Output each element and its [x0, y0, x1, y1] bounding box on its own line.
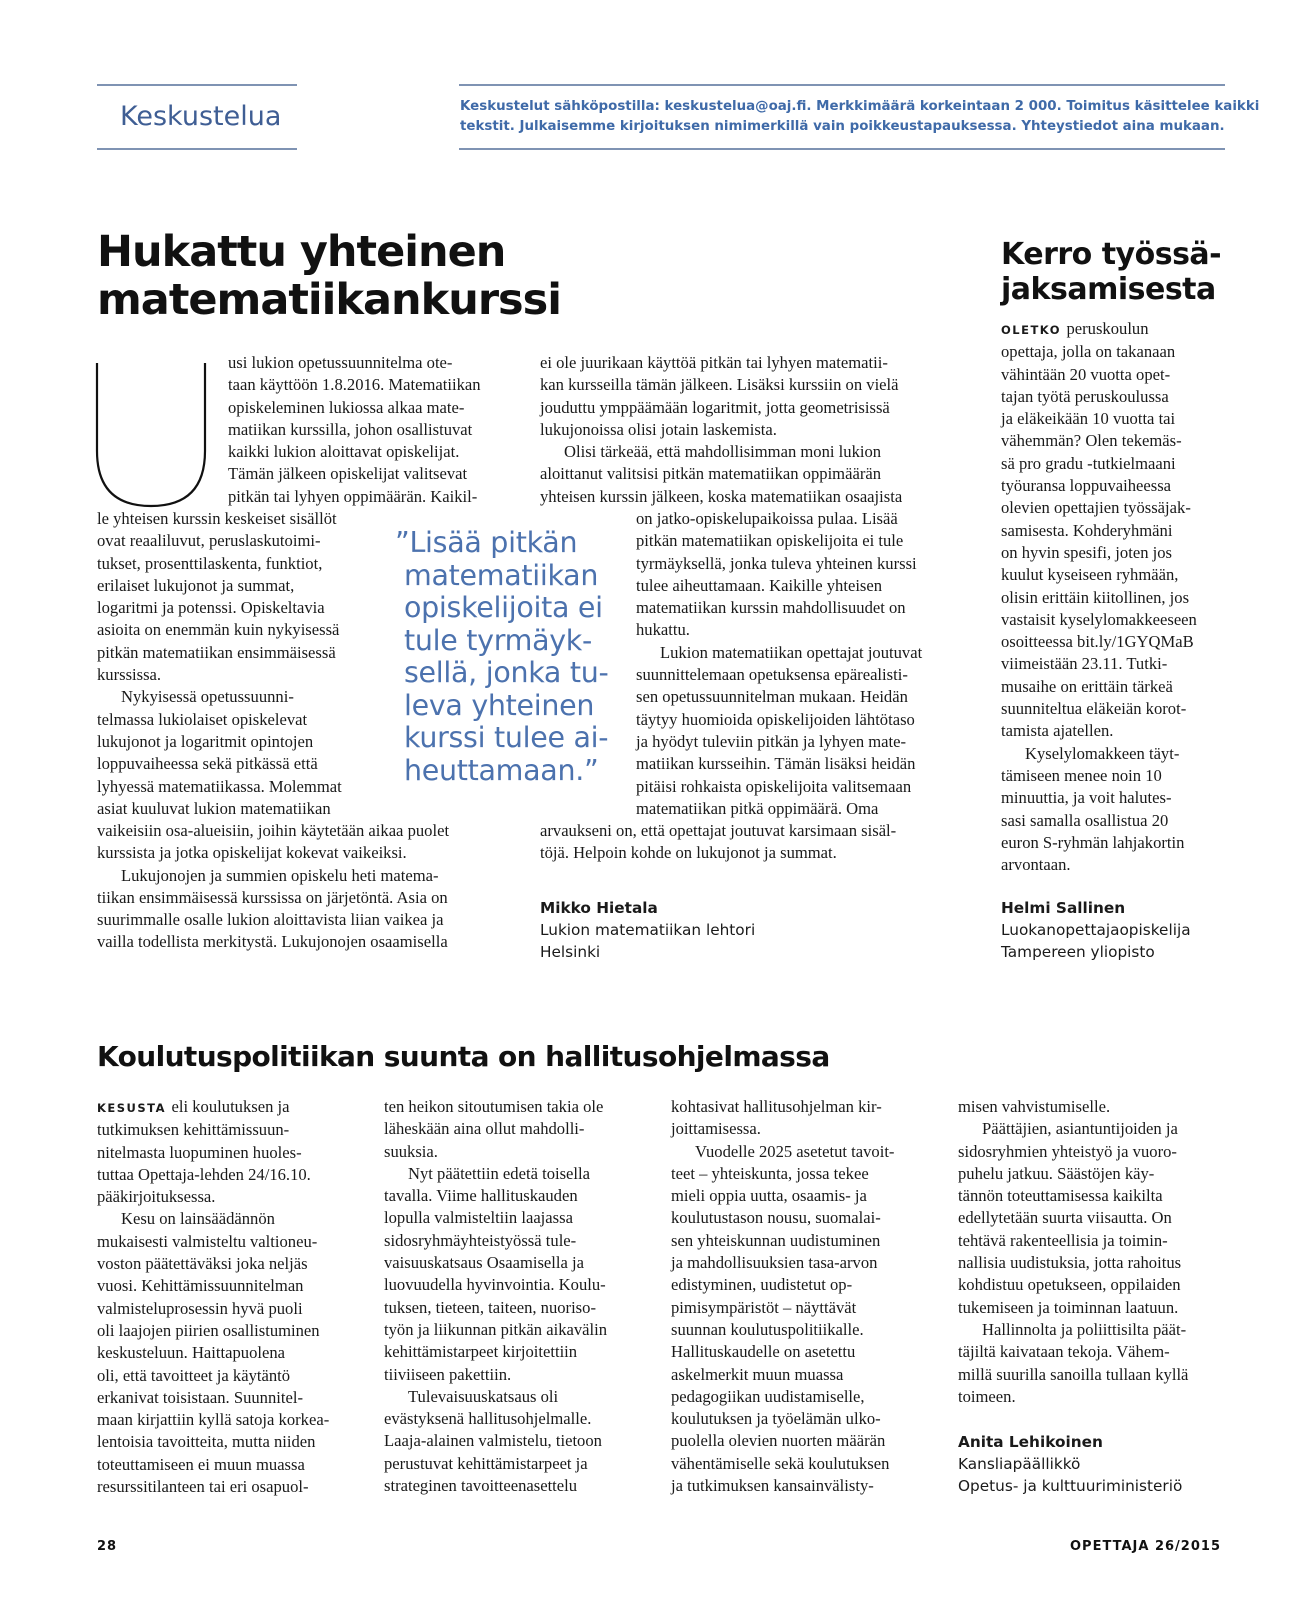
text-line: Kesu on lainsäädännön	[121, 1209, 275, 1229]
text-line: puolella olevien nuorten määrän	[671, 1431, 886, 1451]
article2-col1	[97, 1096, 367, 1498]
text-line: euron S-ryhmän lahjakortin	[1001, 832, 1185, 852]
author-name: Helmi Sallinen	[1001, 899, 1126, 917]
text-line: joittamisessa.	[671, 1119, 761, 1139]
notice-line: Keskustelut sähköpostilla: keskustelua@oaj.fi. Merkkimäärä korkeintaan 2 000. Toimitus käsittelee kaikki	[460, 99, 1260, 114]
text-line: mieli oppia uutta, osaamis- ja	[671, 1186, 867, 1206]
text-line: Lukion matematiikan opettajat joutuvat	[660, 642, 923, 662]
text-line: kuulut kyseiseen ryhmään,	[1001, 565, 1179, 585]
text-line: lentoisia tavoitteita, mutta niiden	[97, 1432, 316, 1452]
text-line: maan kirjattiin kyllä satoja korkea-	[97, 1410, 330, 1430]
author-place: Helsinki	[540, 943, 601, 961]
text-line: tuksen, tieteen, taiteen, nuoriso-	[384, 1297, 596, 1317]
text-line: viimeistään 23.11. Tutki-	[1001, 654, 1168, 674]
text-line: on jatko-opiskelupaikoissa pulaa. Lisää	[636, 509, 898, 528]
text-line: suunnan koulutuspolitiikalle.	[671, 1319, 864, 1339]
text-line: leva yhteinen	[404, 688, 595, 722]
text-line: kehittämistarpeet kirjoitettiin	[384, 1342, 578, 1362]
text-line: perustuvat kehittämistarpeet ja	[384, 1453, 588, 1473]
text-line: matematiikan pitkä oppimäärä. Oma	[636, 798, 879, 818]
text-line: kohdistuu opetukseen, oppilaiden	[958, 1275, 1181, 1295]
text-line: jouduttu ymppäämään logaritmit, jotta geometrisissä	[540, 397, 890, 417]
text-line: luovuudella hyvinvointia. Koulu-	[384, 1275, 606, 1295]
text-line: musaihe on erittäin tärkeä	[1001, 676, 1173, 696]
text-line: sä pro gradu -tutkielmaani	[1001, 453, 1176, 473]
kicker: OLETKO	[1001, 323, 1067, 337]
text-line: asiat kuuluvat lukion matematiikan	[97, 798, 331, 818]
text-line: tehtävä rakenteellisia ja toimin-	[958, 1230, 1168, 1250]
title-line: matematiikankurssi	[97, 275, 561, 325]
text-line: sidosryhmäyhteistyössä tule-	[384, 1230, 577, 1250]
title-line: jaksamisesta	[1001, 272, 1216, 307]
author-name: Mikko Hietala	[540, 899, 658, 917]
text-line: logaritmi ja potenssi. Opiskeltavia	[97, 598, 325, 618]
text-line: töjä. Helpoin kohde on lukujonot ja summat.	[540, 843, 837, 863]
text-line: sen opetussuunnitelman mukaan. Heidän	[636, 687, 908, 707]
text-line: ovat reaaliluvut, peruslaskutoimi-	[97, 531, 321, 551]
article1-col2-top	[540, 352, 960, 508]
text-line: millä suurilla sanoilla tullaan kyllä	[958, 1364, 1189, 1384]
text-line: matematiikan	[404, 558, 599, 592]
text-line: vähemmän? Olen tekemäs-	[1001, 431, 1182, 451]
text-line: puhelu jatkuu. Säästöjen käy-	[958, 1163, 1155, 1183]
article2-title: Koulutuspolitiikan suunta on hallitusohjelmassa	[97, 1040, 830, 1073]
text-line: oli laajojen piirien osallistuminen	[97, 1320, 320, 1340]
drop-cap-u	[94, 363, 208, 513]
header-rule-left-bottom	[97, 148, 297, 150]
text-line: Olisi tärkeää, että mahdollisimman moni lukion	[564, 442, 882, 462]
text-line: Vuodelle 2025 asetetut tavoit-	[695, 1141, 895, 1161]
text-line: Päättäjien, asiantuntijoiden ja	[982, 1119, 1178, 1139]
text-line: pimisympäristöt – näyttävät	[671, 1297, 857, 1317]
text-line: Nykyisessä opetussuunni-	[121, 687, 294, 707]
text-line: evästyksenä hallitusohjelmalle.	[384, 1409, 592, 1429]
title-line: Hukattu yhteinen	[97, 227, 506, 277]
text-line: opettaja, jolla on takanaan	[1001, 342, 1176, 362]
article2-signature	[958, 1431, 1182, 1497]
text-line: toimeen.	[958, 1386, 1016, 1406]
article1-title	[97, 228, 561, 324]
text-line: läheskään aina ollut mahdolli-	[384, 1119, 585, 1139]
text-line: lopulla valmisteltiin laajassa	[384, 1208, 573, 1228]
text-line: asioita on enemmän kuin nykyisessä	[97, 620, 340, 640]
text-line: sen yhteiskunnan uudistuminen	[671, 1230, 881, 1250]
article1-col1-top	[228, 352, 518, 508]
text-line: strateginen tavoitteenasettelu	[384, 1476, 578, 1496]
pull-quote	[395, 526, 624, 787]
text-line: osoitteessa bit.ly/1GYQMaB	[1001, 632, 1194, 652]
text-line: tule tyrmäyk-	[404, 623, 592, 657]
text-line: Kyselylomakkeen täyt-	[1025, 743, 1180, 763]
text-line: Tulevaisuuskatsaus oli	[408, 1386, 559, 1406]
text-line: tännön toteuttamisessa kaikilta	[958, 1186, 1163, 1206]
text-line: ei ole juurikaan käyttöä pitkän tai lyhyen matematii-	[540, 353, 888, 372]
magazine-issue: OPETTAJA 26/2015	[1070, 1539, 1221, 1554]
text-line: vailla todellista merkitystä. Lukujonojen osaamisella	[97, 932, 448, 952]
text-line: voston päätettäväksi joka neljäs	[97, 1254, 308, 1274]
text-line: erilaiset lukujonot ja summat,	[97, 575, 295, 595]
text-line: lyhyessä matematiikassa. Molemmat	[97, 776, 342, 796]
article1-col2-mid	[636, 508, 966, 820]
text-line: tukemiseen ja toiminnan laatuun.	[958, 1297, 1179, 1317]
text-line: arvaukseni on, että opettajat joutuvat karsimaan sisäl-	[540, 821, 897, 840]
text-line: kurssi tulee ai-	[404, 721, 609, 754]
header-rule-left-top	[97, 84, 297, 86]
text-line: vähentämiselle sekä koulutuksen	[671, 1453, 890, 1473]
text-line: Hallituskaudelle on asetettu	[671, 1342, 856, 1362]
text-line: minuuttia, ja voit halutes-	[1001, 788, 1172, 808]
article1-signature	[540, 897, 755, 963]
text-line: sidosryhmien yhteistyö ja vuoro-	[958, 1141, 1177, 1161]
text-line: resurssitilanteen tai eri osapuol-	[97, 1477, 309, 1497]
article2-col3	[671, 1096, 941, 1497]
text-line: arvontaan.	[1001, 855, 1071, 875]
title-line: Kerro työssä-	[1001, 237, 1222, 272]
text-line: täytyy huomioida opiskelijoiden lähtötaso	[636, 709, 915, 729]
text-line: tiiviiseen pakettiin.	[384, 1364, 512, 1384]
header-rule-right-bottom	[459, 148, 1225, 150]
text-line: samisesta. Kohderyhmäni	[1001, 520, 1173, 540]
text-line: taan käyttöön 1.8.2016. Matematiikan	[228, 375, 481, 395]
text-line: tuttaa Opettaja-lehden 24/16.10.	[97, 1164, 311, 1184]
text-line: matematiikan kurssin mahdollisuudet on	[636, 598, 906, 618]
article2-col2	[384, 1096, 654, 1497]
text-line: suuksia.	[384, 1141, 438, 1161]
text-line: tiikan ensimmäisessä kurssissa on järjetöntä. Asia on	[97, 887, 448, 907]
text-line: pitkän matematiikan opiskelijoita ei tule	[636, 531, 904, 551]
text-line: Hallinnolta ja poliittisilta päät-	[982, 1319, 1187, 1339]
author-name: Anita Lehikoinen	[958, 1433, 1103, 1451]
article1-col1-mid	[97, 508, 387, 820]
text-line: on hyvin spesifi, joten jos	[1001, 542, 1173, 562]
text-line: askelmerkit muun muassa	[671, 1364, 844, 1384]
text-line: koulutustason nousu, suomalai-	[671, 1208, 881, 1228]
text-line: tamista ajatellen.	[1001, 721, 1114, 741]
text-line: edistyminen, uudistetut op-	[671, 1275, 853, 1295]
text-line: tulee aiheuttamaan. Kaikille yhteisen	[636, 575, 883, 595]
text-line: pedagogiikan uudistamiselle,	[671, 1386, 865, 1406]
text-line: Laaja-alainen valmistelu, tietoon	[384, 1431, 602, 1451]
text-line: työn ja liikunnan pitkän aikavälin	[384, 1319, 608, 1339]
text-line: työuransa loppuvaiheessa	[1001, 476, 1172, 496]
article1-col2-bottom	[540, 820, 960, 865]
page-number: 28	[97, 1539, 118, 1554]
text-line: ten heikon sitoutumisen takia ole	[384, 1097, 604, 1116]
text-line: keskusteluun. Haittapuolena	[97, 1343, 286, 1363]
text-line: Nyt päätettiin edetä toisella	[408, 1163, 591, 1183]
text-line: sellä, jonka tu-	[404, 656, 609, 689]
text-line: mukaisesti valmisteltu valtioneu-	[97, 1231, 318, 1251]
text-line: tutkimuksen kehittämissuun-	[97, 1120, 290, 1140]
sidebar-title	[1001, 237, 1221, 307]
text-line: kurssissa.	[97, 665, 162, 685]
text-line: kurssista ja jotka opiskelijat kokevat vaikeiksi.	[97, 843, 407, 863]
text-line: teet – yhteiskunta, jossa tekee	[671, 1163, 869, 1183]
text-line: opiskeleminen lukiossa alkaa mate-	[228, 397, 465, 417]
text-line: kohtasivat hallitusohjelman kir-	[671, 1097, 882, 1116]
text-line: le yhteisen kurssin keskeiset sisällöt	[97, 509, 337, 528]
text-line: tämiseen menee noin 10	[1001, 765, 1162, 785]
text-line: ja eläkeikään 10 vuotta tai	[1001, 409, 1176, 429]
sidebar-body	[1001, 318, 1241, 876]
text-line: tukset, prosenttilaskenta, funktiot,	[97, 553, 323, 573]
text-line: vaikeisiin osa-alueisiin, joihin käytetään aikaa puolet	[97, 821, 450, 840]
text-line: usi lukion opetussuunnitelma ote-	[228, 353, 453, 372]
header-rule-right-top	[459, 84, 1225, 86]
text-line: suurimmalle osalle lukion aloittavista liian vaikea ja	[97, 910, 444, 930]
text-line: erkanivat toisistaan. Suunnitel-	[97, 1387, 303, 1407]
submission-notice	[460, 97, 1260, 137]
text-line: ja mahdollisuuksien tasa-arvon	[671, 1253, 878, 1273]
text-line: kan kursseilla tämän jälkeen. Lisäksi kurssiin on vielä	[540, 375, 899, 395]
text-line: hukattu.	[636, 620, 690, 640]
text-line: aloittanut valitsisi pitkän matematiikan oppimäärän	[540, 464, 882, 484]
text-line: vähintään 20 vuotta opet-	[1001, 364, 1171, 384]
text-line: ”Lisää pitkän	[395, 526, 578, 559]
text-line: ja tutkimuksen kansainvälisty-	[671, 1476, 874, 1496]
text-line: nallisia uudistuksia, jotta rahoitus	[958, 1253, 1182, 1273]
article2-col4	[958, 1096, 1228, 1408]
text-line: toteuttamiseen ei muun muassa	[97, 1454, 305, 1474]
text-line: vastaisit kyselylomakkeeseen	[1001, 609, 1197, 629]
text-line: koulutuksen ja työelämän ulko-	[671, 1409, 881, 1429]
text-line: oli, että tavoitteet ja käytäntö	[97, 1365, 291, 1385]
author-title: Luokanopettajaopiskelija	[1001, 921, 1191, 939]
text-line: suunnittelemaan opetuksensa epärealisti-	[636, 665, 908, 685]
text-line: pitkän matematiikan ensimmäisessä	[97, 642, 336, 662]
text-line: tavalla. Viime hallituskauden	[384, 1186, 578, 1206]
text-line: nitelmasta luopuminen huoles-	[97, 1142, 302, 1162]
article1-col1-bottom	[97, 820, 507, 954]
author-place: Tampereen yliopisto	[1001, 943, 1155, 961]
text-line: pääkirjoituksessa.	[97, 1187, 216, 1207]
text-line: telmassa lukiolaiset opiskelevat	[97, 709, 308, 729]
text-line: olevien opettajien työssäjak-	[1001, 498, 1191, 518]
text-line: vuosi. Kehittämissuunnitelman	[97, 1276, 304, 1296]
notice-line: tekstit. Julkaisemme kirjoituksen nimimerkillä vain poikkeustapauksessa. Yhteystiedot aina mukaan.	[460, 119, 1225, 134]
text-line: olisin erittäin kiitollinen, jos	[1001, 587, 1190, 607]
text-line: tyrmäyksellä, jonka tuleva yhteinen kurssi	[636, 553, 917, 573]
text-line: matiikan kursseihin. Tämän lisäksi heidän	[636, 754, 916, 774]
text-line: täjiltä kaivataan tekoja. Vähem-	[958, 1342, 1170, 1362]
text-line: lukujonoissa olisi jotain laskemista.	[540, 419, 777, 439]
text-line: pitäisi rohkaista opiskelijoita valitsemaan	[636, 776, 912, 796]
text-line: sasi samalla osallistua 20	[1001, 810, 1169, 830]
text-line: valmisteluprosessin hyvä puoli	[97, 1298, 303, 1318]
text-line: Lukujonojen ja summien opiskelu heti matema-	[121, 865, 439, 885]
text-line: KESUSTA eli koulutuksen ja	[97, 1097, 290, 1116]
text-line: yhteisen kurssin jälkeen, koska matematiikan osaajista	[540, 486, 903, 506]
text-line: ja hyödyt tuleviin pitkän ja lyhyen mate-	[636, 731, 907, 751]
kicker: KESUSTA	[97, 1101, 172, 1115]
author-title: Lukion matematiikan lehtori	[540, 921, 756, 939]
author-place: Opetus- ja kulttuuriministeriö	[958, 1477, 1183, 1495]
text-line: matiikan kurssilla, johon osallistuvat	[228, 419, 473, 439]
text-line: heuttamaan.”	[404, 753, 599, 787]
text-line: pitkän tai lyhyen oppimäärän. Kaikil-	[228, 486, 478, 506]
text-line: kaikki lukion aloittavat opiskelijat.	[228, 442, 460, 462]
text-line: misen vahvistumiselle.	[958, 1097, 1111, 1116]
text-line: tajan työtä peruskoulussa	[1001, 386, 1169, 406]
text-line: opiskelijoita ei	[404, 591, 603, 624]
text-line: suunniteltua eläkeiän korot-	[1001, 699, 1187, 719]
author-title: Kansliapäällikkö	[958, 1455, 1081, 1473]
sidebar-signature	[1001, 897, 1191, 963]
text-line: Tämän jälkeen opiskelijat valitsevat	[228, 464, 468, 484]
text-line: lukujonot ja logaritmit opintojen	[97, 731, 314, 751]
text-line: edellytetään suurta viisautta. On	[958, 1208, 1172, 1228]
text-line: loppuvaiheessa sekä pitkässä että	[97, 754, 318, 774]
text-line: vaisuuskatsaus Osaamisella ja	[384, 1253, 585, 1273]
text-line: OLETKO peruskoulun	[1001, 319, 1149, 338]
section-label: Keskustelua	[120, 101, 282, 132]
